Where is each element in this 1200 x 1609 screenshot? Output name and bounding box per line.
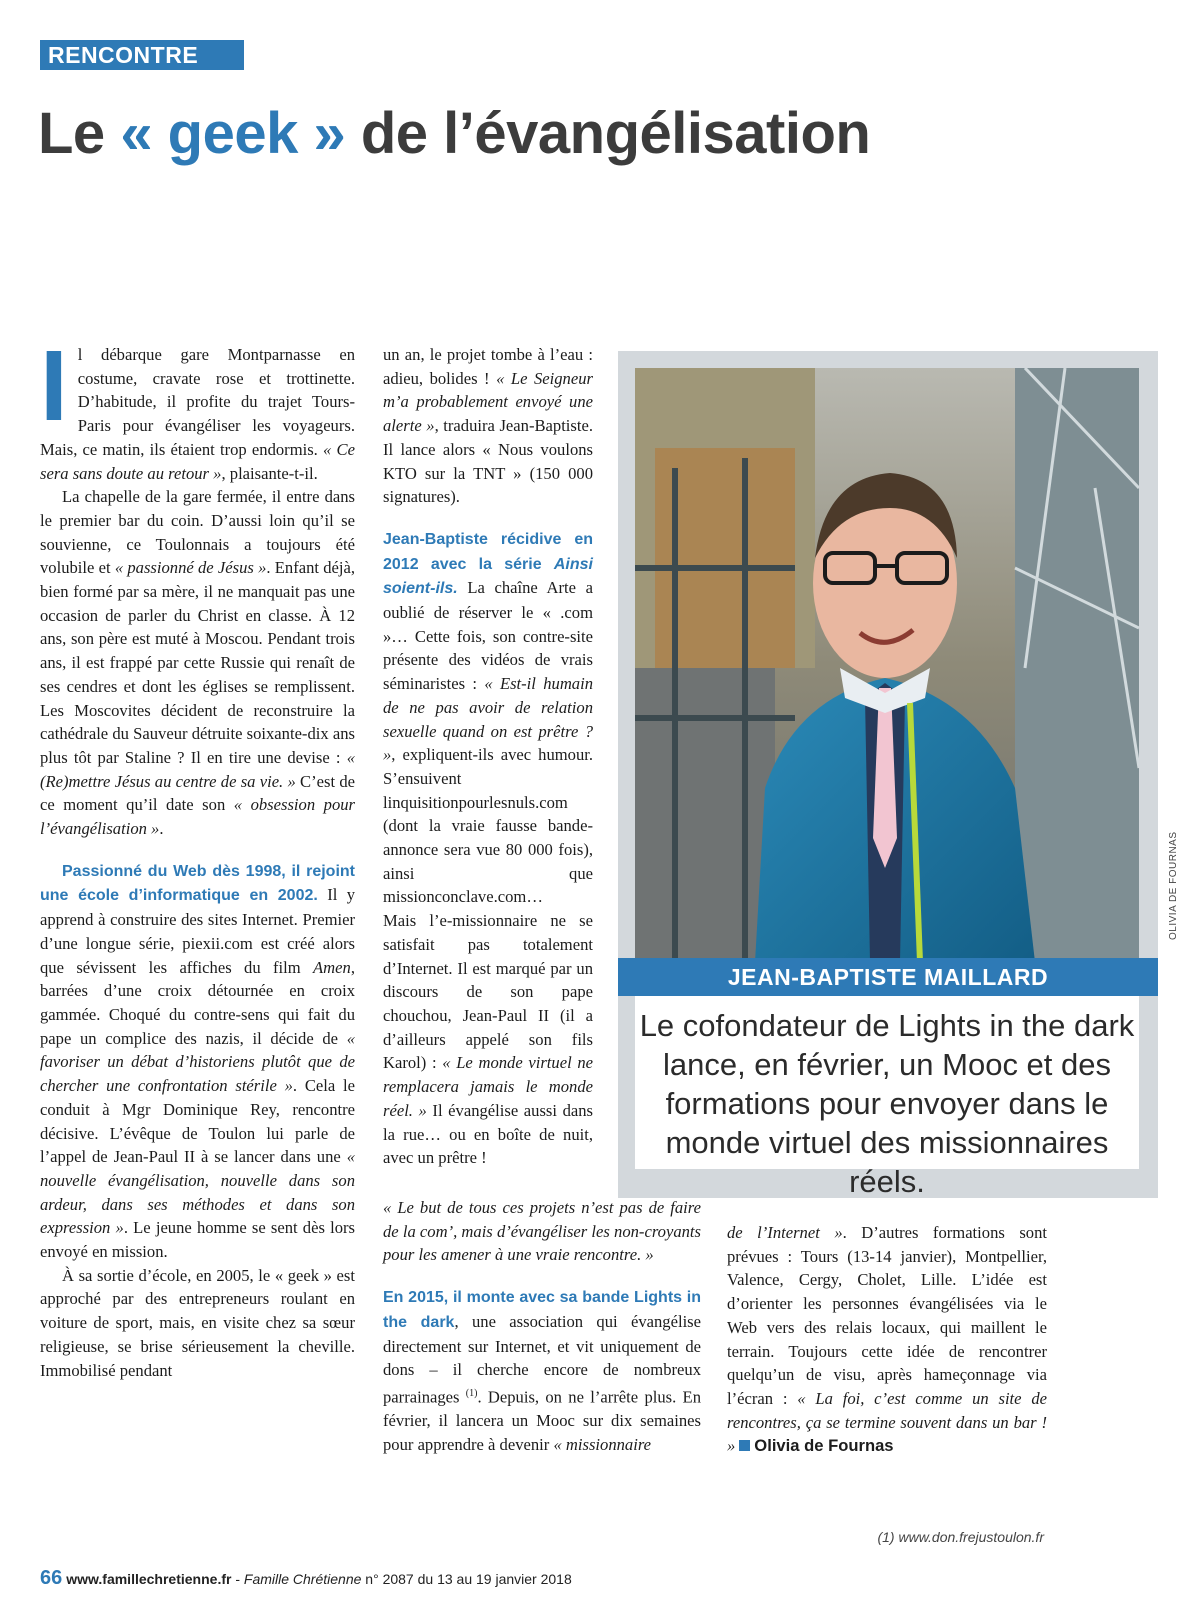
text: . Le jeune homme se sent dès lors envoyé en mission. xyxy=(40,1218,355,1262)
caption-name: JEAN-BAPTISTE MAILLARD xyxy=(618,958,1158,996)
page-number: 66 xyxy=(40,1567,63,1589)
quote: « nouvelle évangélisation, nouvelle dans son ardeur, dans ses méthodes et dans son expression » xyxy=(40,1147,355,1238)
quote: « favoriser un débat d’historiens plutôt que de chercher une confrontation stérile » xyxy=(40,1028,355,1096)
text: . Cela le conduit à Mgr Dominique Rey, rencontre décisive. L’évêque de Toulon lui parle de l’appel de Jean-Paul II à se lancer dans une xyxy=(40,1076,355,1167)
headline-accent: « geek » xyxy=(120,101,346,166)
footer-issue: n° 2087 du 13 au 19 janvier 2018 xyxy=(361,1571,572,1587)
author-signature: Olivia de Fournas xyxy=(754,1436,894,1456)
article-headline xyxy=(38,100,870,167)
article-column-3 xyxy=(727,1221,1047,1458)
photo-frame xyxy=(618,351,1158,1198)
paragraph xyxy=(727,1221,1047,1458)
quote: « obsession pour l’évangélisation » xyxy=(40,795,355,839)
film-title: Amen xyxy=(313,957,351,977)
text: , traduira Jean-Baptiste. Il lance alors « Nous voulons KTO sur la TNT » (150 000 signatures). xyxy=(383,416,593,507)
text: La chapelle de la gare fermée, il entre dans le premier bar du coin. D’aussi loin qu’il se souvienne, ce Toulonnais a toujours été volubile et xyxy=(40,487,355,578)
text: Il évangélise aussi dans la rue… ou en boîte de nuit, avec un prêtre ! xyxy=(383,1100,593,1168)
footer-site: www.famillechretienne.fr xyxy=(66,1571,232,1587)
footnote: (1) www.don.frejustoulon.fr xyxy=(877,1529,1044,1545)
text: C’est de ce moment qu’il date son xyxy=(40,771,355,815)
text: . D’autres formations sont prévues : Tours (13-14 janvier), Montpellier, Valence, Cergy, Cholet, Lille. L’idée est d’orienter les personnes évangélisées via le Web vers des relais locaux, qui maillent le terrain. Toujours cette idée de rencontrer quelqu’un de visu, après hameçonnage via l’écran : xyxy=(727,1223,1047,1408)
paragraph xyxy=(383,343,593,509)
page-footer xyxy=(40,1567,572,1590)
paragraph xyxy=(383,1196,701,1267)
text: . Depuis, on ne l’arrête plus. En février, il lancera un Mooc sur dix semaines pour apprendre à devenir xyxy=(383,1387,701,1454)
section-lead: Passionné du Web dès 1998, il rejoint une école d’informatique en 2002. xyxy=(40,862,355,905)
headline-part: Le xyxy=(38,101,121,166)
section-lead: En 2015, il monte avec sa bande Lights in the dark xyxy=(383,1289,701,1331)
paragraph xyxy=(40,485,355,841)
quote: « passionné de Jésus » xyxy=(114,558,267,578)
quote: « Le monde virtuel ne remplacera jamais le monde réel. » xyxy=(383,1053,594,1120)
quote: « (Re)mettre Jésus au centre de sa vie. » xyxy=(40,747,355,791)
drop-cap: I xyxy=(40,330,68,442)
end-square-icon xyxy=(739,1440,750,1451)
paragraph xyxy=(383,527,593,909)
text: l débarque gare Montparnasse en costume, cravate rose et trottinette. D’habitude, il profite du trajet Tours-Paris pour évangéliser les voyageurs. Mais, ce matin, ils étaient trop endormis. xyxy=(40,345,355,459)
article-column-2 xyxy=(383,343,593,1170)
paragraph xyxy=(40,859,355,1264)
text: Mais l’e-missionnaire ne se satisfait pas totalement d’Internet. Il est marqué par un discours de son pape chouchou, Jean-Paul II (il a d’ailleurs appelé son fils Karol) : xyxy=(383,911,593,1073)
portrait-illustration xyxy=(635,368,1139,962)
paragraph xyxy=(383,909,593,1170)
quote: « Ce sera sans doute au retour » xyxy=(40,439,355,483)
quote: de l’Internet » xyxy=(727,1223,843,1242)
section-kicker: RENCONTRE xyxy=(40,40,244,70)
series-title: Ainsi soient-ils. xyxy=(383,555,593,598)
text: , une association qui évangélise directement sur Internet, et vit uniquement de dons – il cherche encore de nombreux parrainages xyxy=(383,1311,701,1407)
paragraph xyxy=(383,1285,701,1456)
paragraph xyxy=(40,330,355,485)
text: , expliquent-ils avec humour. S’ensuivent linquisitionpourlesnuls.com (dont la vraie fausse bande-annonce sera vue 80 000 fois), ainsi que missionconclave.com… xyxy=(383,745,593,907)
text: , barrées d’une croix détournée en croix gammée. Choqué du contre-sens qui fait du pape un complice des nazis, il décide de xyxy=(40,957,355,1048)
paragraph xyxy=(40,1264,355,1383)
text: un an, le projet tombe à l’eau : adieu, bolides ! xyxy=(383,345,593,388)
article-column-2-continued xyxy=(383,1196,701,1457)
quote: « Le Seigneur m’a probablement envoyé une alerte » xyxy=(383,368,593,436)
portrait-photo xyxy=(635,368,1139,962)
article-column-1 xyxy=(40,330,356,1382)
quote: « Est-il humain de ne pas avoir de relation sexuelle quand on est prêtre ? » xyxy=(383,674,594,765)
quote: « missionnaire xyxy=(553,1434,652,1454)
footer-separator: - xyxy=(231,1571,244,1587)
footer-magazine: Famille Chrétienne xyxy=(243,1571,362,1587)
quote: « La foi, c’est comme un site de rencontres, ça se termine souvent dans un bar ! » xyxy=(727,1388,1047,1456)
text: À sa sortie d’école, en 2005, le « geek » est approché par des entrepreneurs roulant en voiture de sport, mais, en visite chez sa sœur religieuse, se brise sérieusement la cheville. Immobilisé pendant xyxy=(40,1265,355,1380)
text: . Enfant déjà, bien formé par sa mère, il ne manquait pas une occasion de parler du Christ en classe. À 12 ans, son père est muté à Moscou. Pendant trois ans, il est frappé par cette Russie qui renaît de ses cendres et dont les églises se remplissent. Les Moscovites décident de reconstruire la cathédrale du Sauveur détruite soixante-dix ans plus tôt par Staline ? Il en tire une devise : xyxy=(40,558,356,767)
caption-text: Le cofondateur de Lights in the dark lance, en février, un Mooc et des formations pour envoyer dans le monde virtuel des missionnaires réels. xyxy=(635,996,1139,1169)
footnote-ref: (1) xyxy=(465,1387,478,1399)
text: . xyxy=(159,819,164,839)
text: , plaisante-t-il. xyxy=(221,463,318,483)
section-lead: Jean-Baptiste récidive en 2012 avec la série xyxy=(383,530,593,573)
photo-credit: OLIVIA DE FOURNAS xyxy=(1168,831,1179,940)
quote: « Le but de tous ces projets n’est pas de faire de la com’, mais d’évangéliser les non-croyants pour les amener à une vraie rencontre. » xyxy=(383,1198,701,1265)
text: La chaîne Arte a oublié de réserver le « .com »… Cette fois, son contre-site présente des vidéos de vrais séminaristes : xyxy=(383,578,593,694)
headline-part: de l’évangélisation xyxy=(345,101,871,166)
text: Il y apprend à construire des sites Internet. Premier d’une longue série, piexii.com est créé alors que sévissent les affiches du film xyxy=(40,885,355,977)
